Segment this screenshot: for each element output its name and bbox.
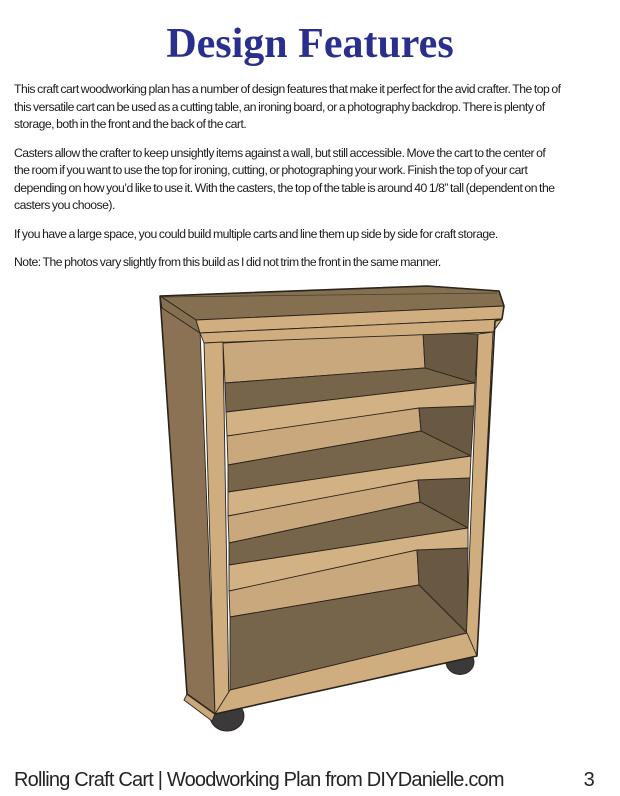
cart-drawing	[130, 280, 510, 750]
text-line: If you have a large space, you could build multiple carts and line them up side by side for craft storage.	[14, 226, 498, 241]
page-title: Design Features	[166, 21, 454, 67]
page-number: 3	[583, 769, 594, 791]
text-line: Casters allow the crafter to keep unsightly items against a wall, but still accessible. Move the cart to the center of	[14, 145, 546, 160]
text-line: casters you choose).	[14, 198, 115, 213]
text-line: this versatile cart can be used as a cutting table, an ironing board, or a photography backdrop. There is plenty of	[14, 99, 545, 114]
footer-text: Rolling Craft Cart | Woodworking Plan from DIYDanielle.com	[14, 769, 504, 791]
paragraph-2	[14, 145, 606, 215]
text-line: Note: The photos vary slightly from this build as I did not trim the front in the same manner.	[14, 255, 441, 270]
text-line: This craft cart woodworking plan has a number of design features that make it perfect for the avid crafter. The top of	[14, 82, 561, 97]
cart-illustration	[130, 280, 510, 750]
paragraph-1	[14, 81, 606, 134]
paragraph-3	[14, 226, 606, 244]
text-line: the room if you want to use the top for ironing, cutting, or photographing your work. Finish the top of your cart	[14, 163, 528, 178]
paragraph-4	[14, 254, 606, 272]
page-footer	[14, 769, 594, 792]
text-line: depending on how you’d like to use it. With the casters, the top of the table is around 40 1/8” tall (dependent on the	[14, 180, 555, 195]
text-line: storage, both in the front and the back of the cart.	[14, 117, 247, 132]
body-text	[0, 81, 620, 272]
